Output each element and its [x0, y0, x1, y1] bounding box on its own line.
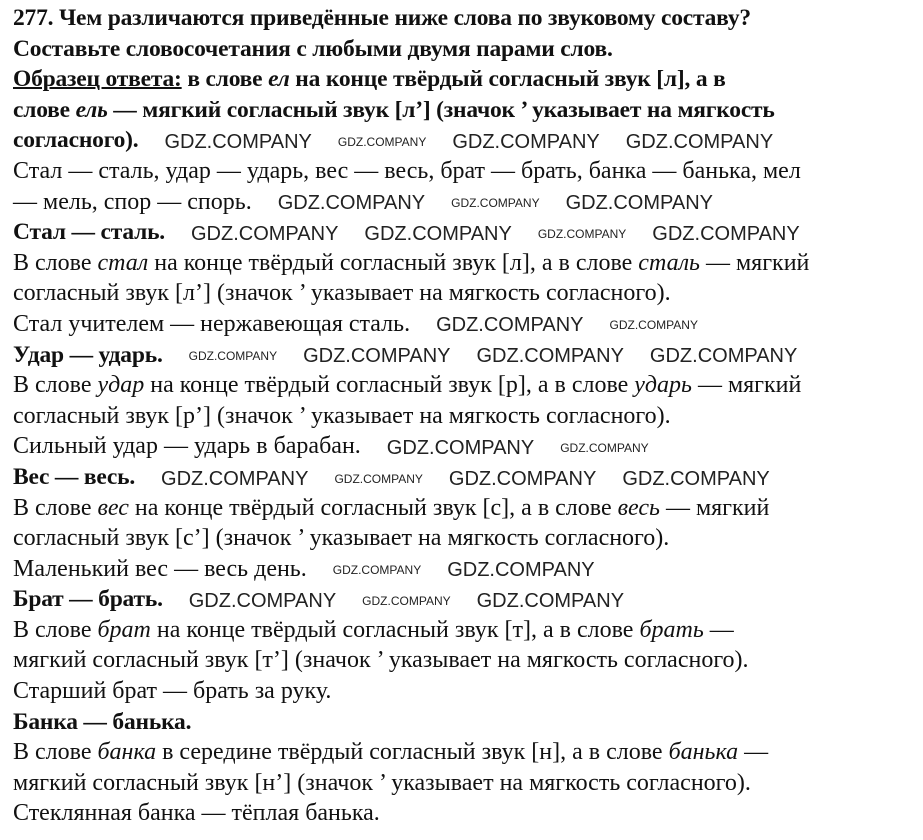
- text-segment: — мягкий: [699, 249, 810, 276]
- watermark: GDZ.COMPANY: [560, 440, 649, 455]
- watermark: GDZ.COMPANY: [362, 593, 451, 608]
- text-segment: в середине твёрдый согласный звук [н], а в слове: [156, 739, 669, 766]
- text-line: [13, 615, 809, 646]
- text-segment: Удар — ударь.: [13, 341, 163, 368]
- watermark: GDZ.COMPANY: [332, 563, 422, 578]
- text-segment: — мягкий: [659, 494, 770, 521]
- text-line: [13, 370, 809, 401]
- italic-word: весь: [617, 494, 660, 521]
- text-segment: в слове: [181, 66, 269, 93]
- text-segment: согласный звук [л’] (значок ’ указывает на мягкость согласного).: [13, 280, 671, 307]
- text-segment: 277. Чем различаются приведённые ниже слова по звуковому составу?: [13, 5, 751, 31]
- text-line: [13, 401, 809, 432]
- italic-word: ударь: [634, 372, 692, 399]
- heading-line: [13, 64, 809, 95]
- heading-line: [13, 217, 809, 248]
- text-segment: на конце твёрдый согласный звук [т], а в слове: [150, 616, 640, 643]
- italic-word: банька: [668, 739, 739, 766]
- text-line: [13, 248, 809, 279]
- text-segment: согласный звук [р’] (значок ’ указывает на мягкость согласного).: [13, 402, 671, 429]
- text-line: [13, 431, 809, 462]
- italic-word: стал: [97, 249, 149, 276]
- text-segment: Сильный удар — ударь в барабан.: [13, 433, 361, 460]
- text-segment: на конце твёрдый согласный звук [л], а в слове: [148, 249, 639, 276]
- text-segment: —: [703, 616, 734, 643]
- text-segment: слове: [13, 96, 76, 123]
- heading-line: [13, 340, 809, 371]
- italic-word: ел: [268, 66, 290, 93]
- text-segment: — мягкий согласный звук [л’] (значок ’ указывает на мягкость: [107, 96, 775, 123]
- text-line: [13, 278, 809, 309]
- watermark: GDZ.COMPANY: [303, 345, 451, 368]
- text-segment: согласного).: [13, 127, 139, 154]
- watermark: GDZ.COMPANY: [386, 436, 535, 459]
- heading-line: [13, 34, 809, 65]
- italic-word: сталь: [638, 249, 700, 276]
- watermark: GDZ.COMPANY: [476, 345, 624, 368]
- text-segment: В слове: [13, 494, 98, 521]
- text-line: [13, 768, 809, 799]
- watermark: GDZ.COMPANY: [364, 222, 512, 245]
- italic-word: удар: [97, 372, 145, 399]
- text-segment: мягкий согласный звук [т’] (значок ’ указывает на мягкость согласного).: [13, 647, 749, 674]
- text-segment: Стал учителем — нержавеющая сталь.: [13, 310, 411, 337]
- text-segment: Стеклянная банка — тёплая банька.: [13, 800, 380, 827]
- exercise-text: [13, 3, 809, 829]
- watermark: GDZ.COMPANY: [451, 196, 540, 211]
- watermark: GDZ.COMPANY: [188, 589, 337, 612]
- text-line: [13, 156, 809, 187]
- text-segment: Составьте словосочетания с любыми двумя парами слов.: [13, 35, 613, 62]
- italic-word: брат: [97, 616, 151, 643]
- watermark: GDZ.COMPANY: [609, 318, 698, 333]
- text-segment: Стал — сталь.: [13, 219, 165, 246]
- text-line: [13, 737, 809, 768]
- watermark: GDZ.COMPANY: [476, 589, 625, 612]
- text-segment: Брат — брать.: [13, 586, 163, 613]
- watermark: GDZ.COMPANY: [161, 467, 309, 490]
- watermark: GDZ.COMPANY: [436, 314, 584, 337]
- text-segment: В слове: [13, 372, 98, 399]
- sample-answer-label: Образец ответа:: [13, 66, 182, 93]
- watermark: GDZ.COMPANY: [652, 222, 800, 245]
- watermark: GDZ.COMPANY: [565, 192, 713, 215]
- heading-line: [13, 462, 809, 493]
- watermark: GDZ.COMPANY: [622, 467, 770, 490]
- heading-line: [13, 3, 809, 34]
- heading-line: [13, 125, 809, 156]
- text-line: [13, 798, 809, 829]
- text-segment: — мель, спор — спорь.: [13, 188, 252, 215]
- text-segment: на конце твёрдый согласный звук [р], а в слове: [144, 372, 635, 399]
- text-segment: Банка — банька.: [13, 708, 192, 735]
- watermark: GDZ.COMPANY: [448, 467, 597, 490]
- watermark: GDZ.COMPANY: [649, 345, 798, 368]
- text-segment: Вес — весь.: [13, 463, 136, 490]
- text-segment: согласный звук [с’] (значок ’ указывает на мягкость согласного).: [13, 525, 670, 552]
- watermark: GDZ.COMPANY: [164, 130, 312, 153]
- watermark: GDZ.COMPANY: [191, 222, 339, 245]
- text-segment: на конце твёрдый согласный звук [л], а в: [289, 66, 726, 93]
- text-line: [13, 523, 809, 554]
- heading-line: [13, 584, 809, 615]
- text-line: [13, 554, 809, 585]
- heading-line: [13, 707, 809, 738]
- watermark: GDZ.COMPANY: [447, 559, 595, 582]
- text-segment: В слове: [13, 616, 98, 643]
- text-segment: —: [738, 739, 769, 766]
- text-segment: В слове: [13, 739, 98, 766]
- watermark: GDZ.COMPANY: [452, 130, 600, 153]
- text-line: [13, 187, 809, 218]
- text-segment: В слове: [13, 249, 98, 276]
- text-line: [13, 645, 809, 676]
- text-segment: Маленький вес — весь день.: [13, 555, 307, 582]
- watermark: GDZ.COMPANY: [334, 471, 423, 486]
- watermark: GDZ.COMPANY: [277, 192, 426, 215]
- heading-line: [13, 95, 809, 126]
- text-segment: Старший брат — брать за руку.: [13, 678, 332, 705]
- text-line: [13, 676, 809, 707]
- italic-word: ель: [75, 96, 108, 123]
- text-segment: Стал — сталь, удар — ударь, вес — весь, брат — брать, банка — банька, мел: [13, 157, 801, 184]
- italic-word: банка: [97, 739, 157, 766]
- text-line: [13, 309, 809, 340]
- watermark: GDZ.COMPANY: [625, 130, 774, 153]
- text-segment: мягкий согласный звук [н’] (значок ’ указывает на мягкость согласного).: [13, 769, 751, 796]
- watermark: GDZ.COMPANY: [337, 134, 427, 149]
- text-segment: на конце твёрдый согласный звук [с], а в слове: [128, 494, 618, 521]
- italic-word: вес: [97, 494, 129, 521]
- text-line: [13, 493, 809, 524]
- text-segment: — мягкий: [691, 372, 802, 399]
- watermark: GDZ.COMPANY: [188, 349, 278, 364]
- watermark: GDZ.COMPANY: [537, 226, 627, 241]
- italic-word: брать: [639, 616, 704, 643]
